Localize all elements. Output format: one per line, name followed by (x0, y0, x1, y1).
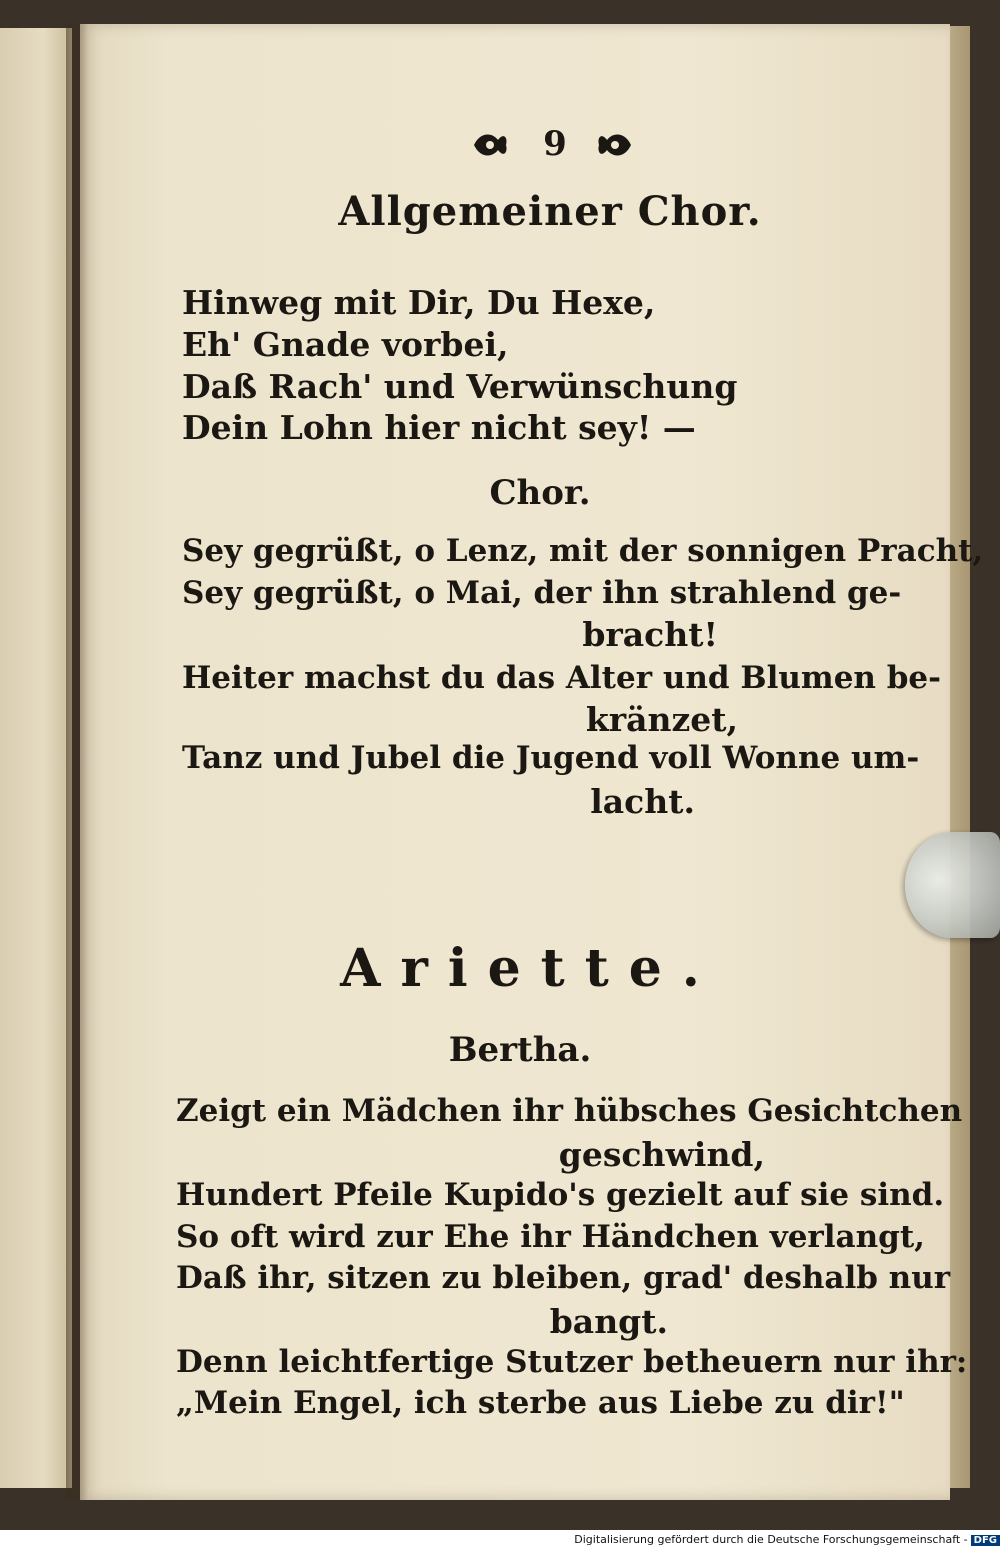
dfg-logo: DFG (971, 1535, 1000, 1546)
digitization-footer (560, 1533, 1000, 1549)
verse-line: Eh' Gnade vorbei, (182, 325, 509, 364)
verse-line: geschwind, (558, 1135, 765, 1174)
speaker-name: Bertha. (448, 1030, 592, 1070)
verse-line: Hinweg mit Dir, Du Hexe, (182, 283, 656, 322)
verse-line: Heiter machst du das Alter und Blumen be- (182, 660, 942, 696)
section-title: Chor. (489, 473, 591, 513)
verse-line: Zeigt ein Mädchen ihr hübsches Gesichtchen (176, 1093, 963, 1129)
verse-line: Hundert Pfeile Kupido's gezielt auf sie sind. (176, 1177, 945, 1213)
facing-page-edge (0, 28, 72, 1488)
fleuron-ornament-icon (595, 128, 635, 162)
page-number: 9 (543, 124, 567, 164)
verse-line: Denn leichtfertige Stutzer betheuern nur ihr: (176, 1344, 968, 1380)
verse-line: Dein Lohn hier nicht sey! — (182, 408, 696, 447)
verse-line: So oft wird zur Ehe ihr Händchen verlangt, (176, 1219, 925, 1255)
section-title: Allgemeiner Chor. (338, 188, 762, 235)
verse-line: lacht. (590, 782, 695, 821)
verse-line: kränzet, (585, 700, 738, 739)
thumb-photo-artifact (905, 832, 1000, 938)
verse-line: Sey gegrüßt, o Lenz, mit der sonnigen Pracht, (182, 533, 984, 569)
footer-text: Digitalisierung gefördert durch die Deutsche Forschungsgemeinschaft - (574, 1533, 968, 1546)
verse-line: bangt. (549, 1302, 668, 1341)
fleuron-ornament-icon (470, 128, 510, 162)
verse-line: Daß ihr, sitzen zu bleiben, grad' deshalb nur (176, 1260, 951, 1296)
section-title: Ariette. (340, 938, 720, 999)
verse-line: bracht! (582, 615, 718, 654)
verse-line: Tanz und Jubel die Jugend voll Wonne um- (182, 740, 920, 776)
verse-line: „Mein Engel, ich sterbe aus Liebe zu dir!" (176, 1385, 905, 1421)
verse-line: Sey gegrüßt, o Mai, der ihn strahlend ge- (182, 575, 902, 611)
gutter-shadow (66, 24, 88, 1500)
verse-line: Daß Rach' und Verwünschung (182, 367, 738, 406)
